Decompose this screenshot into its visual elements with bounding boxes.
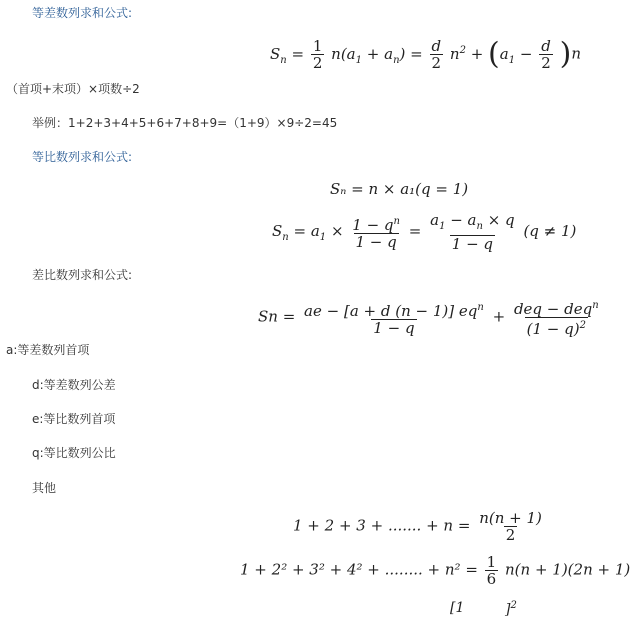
heading-geometric-sum: 等比数列求和公式: bbox=[32, 150, 133, 164]
formula-lhs: 1 + 2² + 3² + 4² + ........ + n² = bbox=[240, 560, 478, 579]
heading-arithmetic-sum: 等差数列求和公式: bbox=[32, 6, 133, 20]
example-text: 举例：1+2+3+4+5+6+7+8+9=（1+9）×9÷2=45 bbox=[32, 116, 338, 130]
fraction: $\frac{d}{2}$ bbox=[541, 37, 551, 72]
legend-d: d:等差数列公差 bbox=[32, 378, 116, 392]
formula-sum-of-squares bbox=[240, 554, 630, 587]
fraction: $\frac{deq - deq^n}{(1 - q)^2}$ bbox=[513, 300, 599, 338]
legend-q: q:等比数列公比 bbox=[32, 446, 116, 460]
fraction: $\frac{ae - [a + d (n - 1)] eq^n}{1 - q}$ bbox=[304, 301, 484, 337]
arithmetic-rule-text: （首项+末项）×项数÷2 bbox=[6, 82, 140, 96]
other-heading: 其他 bbox=[32, 481, 57, 495]
formula-lhs: 1 + 2 + 3 + ....... + n = bbox=[293, 516, 471, 535]
formula-arithmetic-sum: $S_n$ = $\frac{1}{2}$ $n(a_1 + a_n)$ = $\frac{d}{2}$ $n^2 + (a_1$ − $\frac{d}{2}$ )n bbox=[270, 36, 581, 72]
fraction: $\frac{n(n + 1)}{2}$ bbox=[479, 509, 542, 544]
legend-e: e:等比数列首项 bbox=[32, 412, 116, 426]
formula-mixed-sum: Sn = $\frac{ae - [a + d (n - 1)] eq^n}{1 - q}$ + $\frac{deq - deq^n}{(1 - q)^2}$ bbox=[258, 300, 599, 338]
formula-sum-of-integers bbox=[293, 510, 546, 543]
fraction: $\frac{a_1 - a_n \times q}{1 - q}$ bbox=[430, 211, 515, 253]
formula-rhs: n(n + 1)(2n + 1) bbox=[505, 560, 630, 579]
legend-a: a:等差数列首项 bbox=[6, 343, 90, 357]
heading-mixed-sum: 差比数列求和公式: bbox=[32, 268, 133, 282]
fraction: $\frac{1 - q^n}{1 - q}$ bbox=[352, 216, 400, 251]
formula-geometric-q1: Sₙ = n × a₁(q = 1) bbox=[330, 180, 469, 198]
formula-geometric-sum: $S_n = a_1$ × $\frac{1 - q^n}{1 - q}$ = $\frac{a_1 - a_n \times q}{1 - q}$ (q ≠ 1) bbox=[272, 211, 577, 253]
fraction: $\frac{1}{6}$ bbox=[486, 553, 497, 588]
fraction: $\frac{1}{2}$ bbox=[312, 37, 323, 72]
fraction: $\frac{d}{2}$ bbox=[431, 37, 442, 72]
